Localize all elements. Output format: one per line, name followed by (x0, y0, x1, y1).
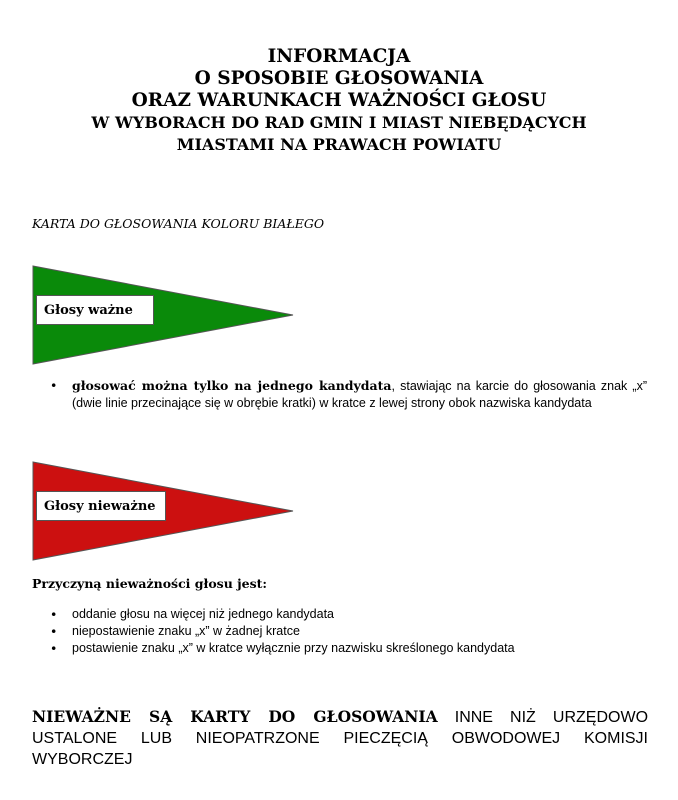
invalid-ballots-note (32, 706, 648, 770)
footer-text: INNE NIŻ URZĘDOWO USTALONE LUB NIEOPATRZONE PIECZĘCIĄ OBWODOWEJ KOMISJI WYBORCZEJ (32, 709, 649, 768)
list-item: • postawienie znaku „x” w kratce wyłącznie przy nazwisku skreślonego kandydata (32, 640, 647, 657)
document-title (0, 46, 678, 156)
list-item (32, 378, 647, 411)
valid-votes-pennant (32, 265, 294, 365)
valid-rules-list (32, 378, 647, 411)
invalid-votes-label: Głosy nieważne (36, 491, 166, 521)
title-line-5: MIASTAMI NA PRAWACH POWIATU (176, 135, 502, 154)
footer-bold: NIEWAŻNE SĄ KARTY DO GŁOSOWANIA (32, 707, 438, 726)
valid-rule-bold: głosować można tylko na jednego kandydata (72, 378, 392, 393)
valid-votes-label: Głosy ważne (36, 295, 154, 325)
title-line-4: W WYBORACH DO RAD GMIN I MIAST NIEBĘDĄCYCH (91, 113, 587, 132)
ballot-color-note: KARTA DO GŁOSOWANIA KOLORU BIAŁEGO (32, 216, 325, 231)
invalid-reasons-list (32, 606, 647, 657)
invalidity-reason-heading: Przyczyną nieważności głosu jest: (32, 576, 268, 591)
title-line-3: ORAZ WARUNKACH WAŻNOŚCI GŁOSU (131, 90, 547, 111)
invalid-votes-pennant (32, 461, 294, 561)
title-line-2: O SPOSOBIE GŁOSOWANIA (194, 68, 484, 89)
valid-rule-text: , stawiając na karcie do głosowania znak „x” (dwie linie przecinające się w obrębie kratki) w kratce z lewej strony obok nazwiska kandydata (72, 379, 647, 410)
list-item: • oddanie głosu na więcej niż jednego kandydata (32, 606, 647, 623)
title-line-1: INFORMACJA (267, 46, 411, 67)
list-item: • niepostawienie znaku „x” w żadnej kratce (32, 623, 647, 640)
